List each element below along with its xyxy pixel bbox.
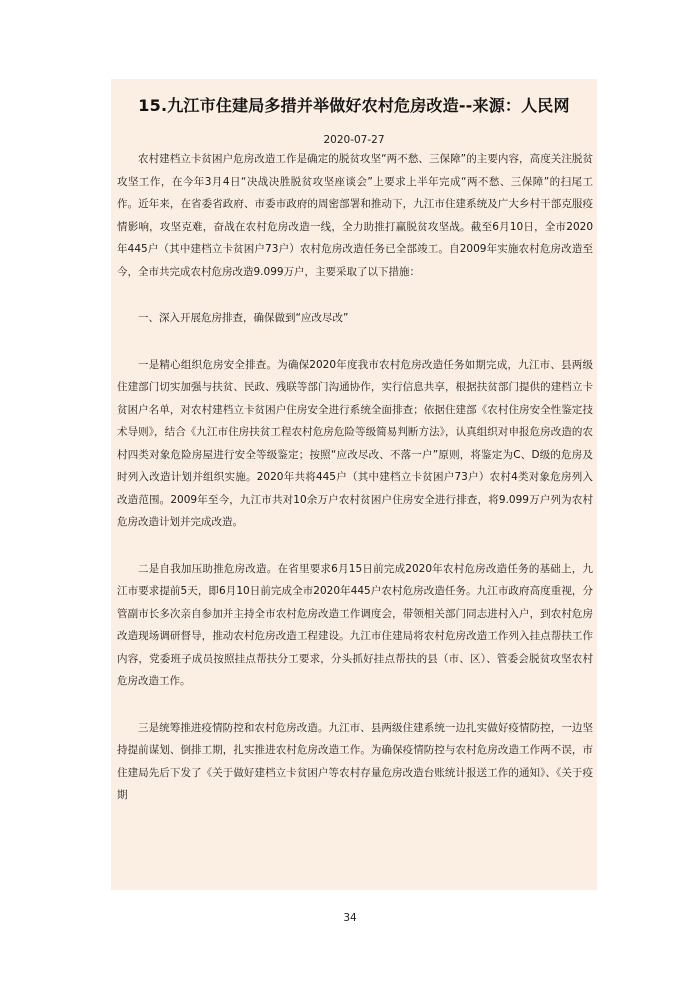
section-heading: 一、深入开展危房排查，确保做到“应改尽改” (138, 312, 349, 324)
section-paragraph-3: 三是统筹推进疫情防控和农村危房改造。九江市、县两级住建系统一边扎实做好疫情防控，一边坚持提前谋划、倒排工期，扎实推进农村危房改造工作。为确保疫情防控与农村危房改造工作两不误，市住建局先后下发了《关于做好建档立卡贫困户等农村存量危房改造台账统计报送工作的通知》、《关于疫期 (117, 721, 593, 801)
section-paragraph-1: 一是精心组织危房安全排查。为确保2020年度我市农村危房改造任务如期完成，九江市、县两级住建部门切实加强与扶贫、民政、残联等部门沟通协作，实行信息共享，根据扶贫部门提供的建档立卡贫困户名单，对农村建档立卡贫困户住房安全进行系统全面排查；依据住建部《农村住房安全性鉴定技术导则》，结合《九江市住房扶贫工程农村危房危险等级简易判断方法》，认真组织对申报危房改造的农村四类对象危险房屋进行安全等级鉴定；按照“应改尽改、不落一户”原则，将鉴定为C、D级的危房及时列入改造计划并组织实施。2020年共将445户（其中建档立卡贫困户73户）农村4类对象危房列入改造范围。2009年至今，九江市共对10余万户农村贫困户住房安全进行排查，将9.099万户列为农村危房改造计划并完成改造。 (117, 358, 593, 528)
section-paragraph-2: 二是自我加压助推危房改造。在省里要求6月15日前完成2020年农村危房改造任务的基础上，九江市要求提前5天，即6月10日前完成全市2020年445户农村危房改造任务。九江市政府高度重视，分管副市长多次亲自参加并主持全市农村危房改造工作调度会，带领相关部门同志进村入户，到农村危房改造现场调研督导，推动农村危房改造工程建设。九江市住建局将农村危房改造工作列入挂点帮扶工作内容，党委班子成员按照挂点帮扶分工要求，分头抓好挂点帮扶的县（市、区）、管委会脱贫攻坚农村危房改造工作。 (117, 562, 593, 687)
article-body (111, 79, 597, 890)
page-number: 34 (343, 912, 357, 924)
intro-paragraph: 农村建档立卡贫困户危房改造工作是确定的脱贫攻坚“两不愁、三保障”的主要内容，高度关注脱贫攻坚工作，在今年3月4日“决战决胜脱贫攻坚座谈会”上要求上半年完成“两不愁、三保障”的扫尾工作。近年来，在省委省政府、市委市政府的周密部署和推动下，九江市住建系统及广大乡村干部克服疫情影响，攻坚克难，奋战在农村危房改造一线，全力助推打赢脱贫攻坚战。截至6月10日，全市2020年445户（其中建档立卡贫困户73户）农村危房改造任务已全部竣工。自2009年实施农村危房改造至今，全市共完成农村危房改造9.099万户，主要采取了以下措施： (117, 153, 593, 278)
article-date: 2020-07-27 (323, 134, 385, 146)
article-title: 15.九江市住建局多措并举做好农村危房改造--来源：人民网 (138, 96, 570, 115)
